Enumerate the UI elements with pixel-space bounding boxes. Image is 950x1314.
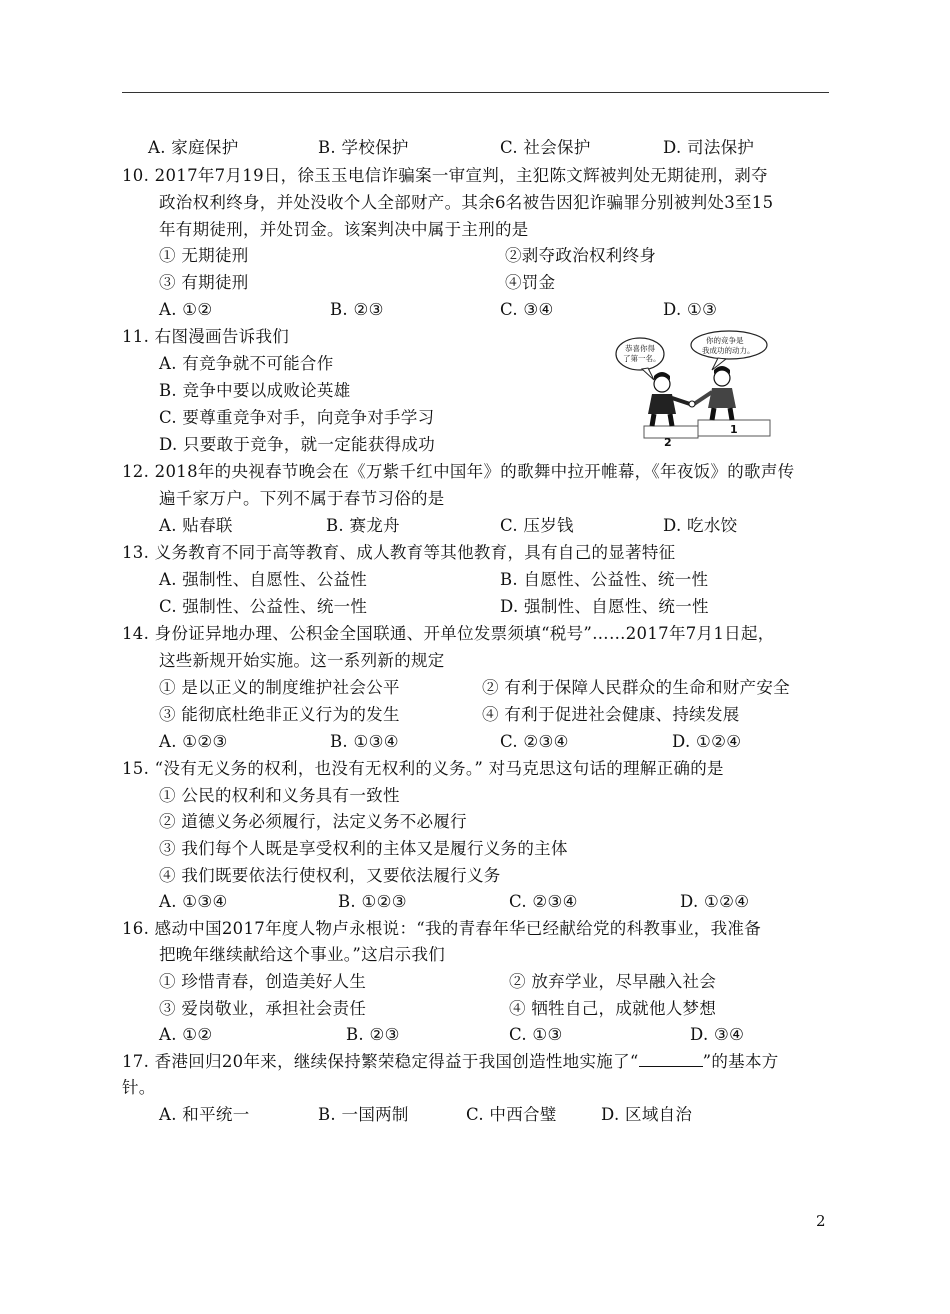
q15-option-d: D. ①②④ (680, 892, 750, 911)
q14-item-1: ① 是以正义的制度维护社会公平 (159, 678, 400, 697)
q17-option-c: C. 中西合璧 (466, 1105, 557, 1124)
q14-stem-line2: 这些新规开始实施。这一系列新的规定 (159, 651, 445, 670)
q17-option-b: B. 一国两制 (318, 1105, 409, 1124)
q9-option-c: C. 社会保护 (500, 138, 591, 157)
q17-option-d: D. 区域自治 (601, 1105, 693, 1124)
q14-item-4: ④ 有利于促进社会健康、持续发展 (482, 705, 740, 724)
q14-option-a: A. ①②③ (159, 732, 228, 751)
q15-item-1: ① 公民的权利和义务具有一致性 (159, 786, 400, 805)
q12-option-a: A. 贴春联 (159, 516, 233, 535)
q11-option-d: D. 只要敢于竞争，就一定能获得成功 (159, 435, 436, 454)
q10-item-1: ① 无期徒刑 (159, 246, 249, 265)
bubble-right-line1: 你的竞争是 (706, 336, 744, 345)
q17-stem-after: ”的基本方 (702, 1052, 779, 1071)
step-label-1: 1 (730, 423, 738, 436)
q17-stem-line1 (122, 1052, 779, 1072)
q14-stem-line1: 14. 身份证异地办理、公积金全国联通、开单位发票须填“税号”……2017年7月1日起， (122, 624, 775, 643)
q16-stem-line2: 把晚年继续献给这个事业。”这启示我们 (159, 945, 446, 964)
q13-option-d: D. 强制性、自愿性、统一性 (500, 597, 709, 616)
q10-item-3: ③ 有期徒刑 (159, 273, 249, 292)
q16-item-4: ④ 牺牲自己，成就他人梦想 (509, 999, 717, 1018)
right-figure (694, 366, 736, 420)
q14-item-2: ② 有利于保障人民群众的生命和财产安全 (482, 678, 790, 697)
q13-option-b: B. 自愿性、公益性、统一性 (500, 570, 709, 589)
q16-option-d: D. ③④ (690, 1025, 745, 1044)
q10-option-a: A. ①② (159, 300, 213, 319)
q12-option-c: C. 压岁钱 (500, 516, 574, 535)
page-number: 2 (816, 1212, 826, 1230)
left-figure (648, 372, 690, 426)
q14-option-c: C. ②③④ (500, 732, 569, 751)
q12-stem-line2: 遍千家万户。下列不属于春节习俗的是 (159, 489, 445, 508)
q10-stem-line1: 10. 2017年7月19日，徐玉玉电信诈骗案一审宣判，主犯陈文辉被判处无期徒刑，剥夺 (122, 166, 768, 185)
q11-option-b: B. 竞争中要以成败论英雄 (159, 381, 351, 400)
q14-option-d: D. ①②④ (672, 732, 742, 751)
q11-option-a: A. 有竞争就不可能合作 (159, 354, 334, 373)
q16-item-1: ① 珍惜青春，创造美好人生 (159, 972, 367, 991)
q16-option-b: B. ②③ (346, 1025, 400, 1044)
q9-option-a: A. 家庭保护 (148, 138, 239, 157)
q10-item-2: ②剥夺政治权利终身 (505, 246, 657, 265)
q13-option-c: C. 强制性、公益性、统一性 (159, 597, 368, 616)
q17-answer-blank (639, 1052, 703, 1067)
q10-stem-line2: 政治权利终身，并处没收个人全部财产。其余6名被告因犯诈骗罪分别被判处3至15 (159, 193, 774, 212)
q16-item-2: ② 放弃学业，尽早融入社会 (509, 972, 717, 991)
q12-option-d: D. 吃水饺 (663, 516, 738, 535)
q9-option-b: B. 学校保护 (318, 138, 409, 157)
q16-stem-line1: 16. 感动中国2017年度人物卢永根说：“我的青春年华已经献给党的科教事业，我准备 (122, 919, 762, 938)
header-rule (122, 92, 829, 93)
q9-option-d: D. 司法保护 (663, 138, 755, 157)
competition-cartoon (614, 330, 774, 448)
q17-stem-before: 17. 香港回归20年来，继续保持繁荣稳定得益于我国创造性地实施了“ (122, 1052, 639, 1071)
q13-option-a: A. 强制性、自愿性、公益性 (159, 570, 368, 589)
q12-option-b: B. 赛龙舟 (326, 516, 400, 535)
q15-stem: 15. “没有无义务的权利，也没有无权利的义务。” 对马克思这句话的理解正确的是 (122, 759, 724, 778)
q10-option-c: C. ③④ (500, 300, 554, 319)
q11-option-c: C. 要尊重竞争对手，向竞争对手学习 (159, 408, 435, 427)
q12-stem-line1: 12. 2018年的央视春节晚会在《万紫千红中国年》的歌舞中拉开帷幕，《年夜饭》的歌声传 (122, 462, 795, 481)
q10-option-d: D. ①③ (663, 300, 718, 319)
q16-option-c: C. ①③ (509, 1025, 563, 1044)
q14-option-b: B. ①③④ (330, 732, 399, 751)
q17-option-a: A. 和平统一 (159, 1105, 250, 1124)
bubble-right-line2: 我成功的动力。 (702, 346, 755, 355)
q17-stem-line2: 针。 (122, 1078, 156, 1097)
q16-option-a: A. ①② (159, 1025, 213, 1044)
bubble-left-line2: 了第一名。 (623, 354, 661, 363)
q10-item-4: ④罚金 (505, 273, 556, 292)
q15-item-2: ② 道德义务必须履行，法定义务不必履行 (159, 812, 467, 831)
q15-option-b: B. ①②③ (338, 892, 407, 911)
q15-option-a: A. ①③④ (159, 892, 228, 911)
bubble-left-line1: 恭喜你得 (625, 344, 655, 353)
q15-item-4: ④ 我们既要依法行使权利，又要依法履行义务 (159, 866, 501, 885)
q15-item-3: ③ 我们每个人既是享受权利的主体又是履行义务的主体 (159, 839, 568, 858)
q10-stem-line3: 年有期徒刑，并处罚金。该案判决中属于主刑的是 (159, 220, 529, 239)
q16-item-3: ③ 爱岗敬业，承担社会责任 (159, 999, 367, 1018)
q11-stem: 11. 右图漫画告诉我们 (122, 327, 290, 346)
q13-stem: 13. 义务教育不同于高等教育、成人教育等其他教育，具有自己的显著特征 (122, 543, 676, 562)
q10-option-b: B. ②③ (330, 300, 384, 319)
q14-item-3: ③ 能彻底杜绝非正义行为的发生 (159, 705, 400, 724)
q15-option-c: C. ②③④ (509, 892, 578, 911)
step-label-2: 2 (664, 436, 672, 448)
